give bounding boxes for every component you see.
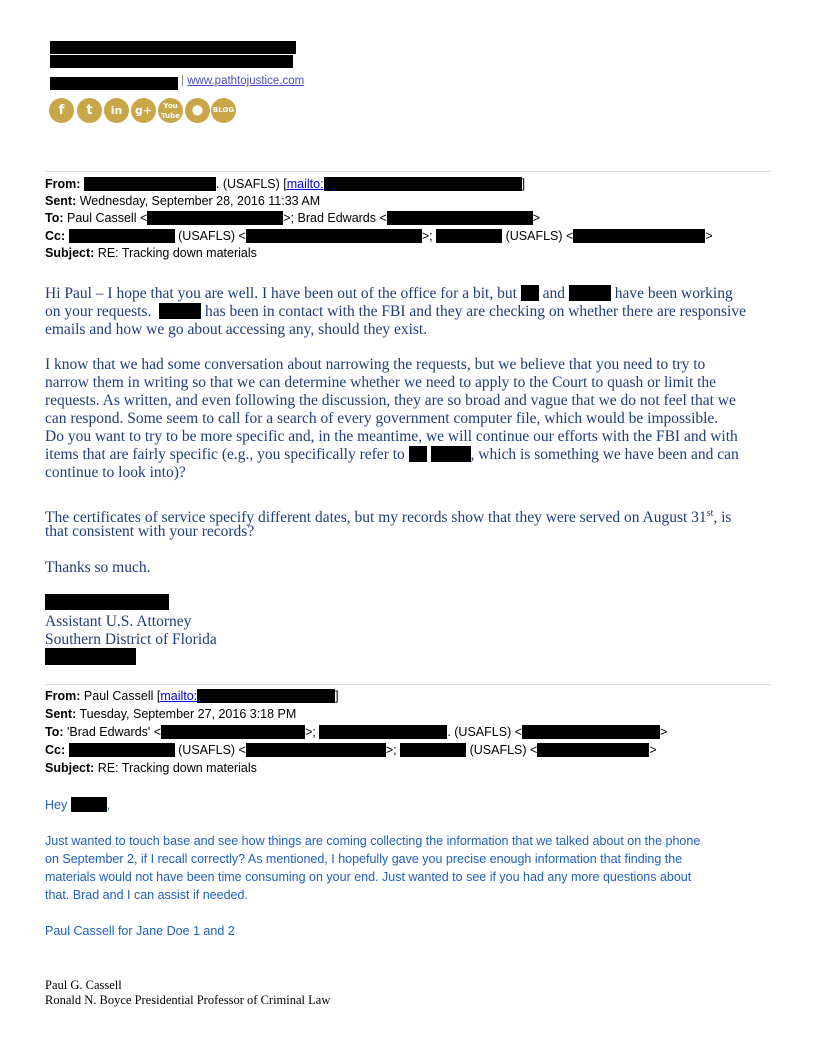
redacted-email bbox=[387, 211, 533, 225]
email1-sent bbox=[45, 193, 320, 210]
header-divider-1 bbox=[45, 171, 771, 172]
p1-text-f: emails and how we go about accessing any, should they exist. bbox=[45, 321, 428, 338]
redacted-name bbox=[71, 797, 107, 812]
p3-text-a: The certificates of service specify different dates, but my records show that they were served on August 31 bbox=[45, 509, 707, 527]
redacted-email bbox=[573, 229, 705, 243]
to-value: 'Brad Edwards' < bbox=[67, 725, 162, 739]
email2-from bbox=[45, 688, 339, 705]
redacted-name bbox=[431, 446, 471, 462]
email1-p1-line3 bbox=[45, 321, 427, 339]
cc-label: Cc: bbox=[45, 743, 66, 757]
location-pin-icon[interactable]: ⬤ bbox=[185, 98, 210, 123]
p1-text-e: has been in contact with the FBI and they are checking on whether there are responsive bbox=[204, 303, 746, 320]
to-value-2: >; Brad Edwards < bbox=[283, 211, 387, 225]
redacted-email bbox=[537, 743, 649, 757]
redacted-email bbox=[197, 689, 335, 703]
subject-label: Subject: bbox=[45, 246, 95, 260]
body-line: that. Brad and I can assist if needed. bbox=[45, 888, 248, 902]
p2-last-a: items that are fairly specific (e.g., you specifically refer to bbox=[45, 446, 405, 463]
email2-closing bbox=[45, 922, 235, 940]
email2-body-line1 bbox=[45, 832, 700, 850]
twitter-icon[interactable]: t bbox=[77, 98, 102, 123]
from-suffix: . (USAFLS) [ bbox=[215, 177, 287, 191]
greeting-text: Hey bbox=[45, 798, 68, 812]
redacted-name bbox=[50, 41, 296, 54]
sent-label: Sent: bbox=[45, 707, 77, 721]
email1-p2-line5 bbox=[45, 428, 738, 446]
to-value-3: > bbox=[532, 211, 541, 225]
email1-sig-title bbox=[45, 613, 191, 631]
separator: | bbox=[181, 75, 184, 87]
redacted-name bbox=[69, 743, 175, 757]
p3-text-b: , is bbox=[713, 509, 732, 527]
cc-value: (USAFLS) < bbox=[178, 229, 246, 243]
p2-line: Do you want to try to be more specific and, in the meantime, we will continue our efforts with the FBI and with bbox=[45, 428, 738, 445]
redacted-sender bbox=[84, 177, 216, 191]
website-link[interactable]: www.pathtojustice.com bbox=[187, 75, 305, 87]
email2-to bbox=[45, 724, 667, 741]
body-line: on September 2, if I recall correctly? As mentioned, I hopefully gave you precise enough information that finding the bbox=[45, 852, 683, 866]
redacted-name bbox=[436, 229, 502, 243]
sent-label: Sent: bbox=[45, 194, 77, 208]
redacted-email bbox=[246, 743, 386, 757]
redacted-name bbox=[69, 229, 175, 243]
redacted-name bbox=[319, 725, 447, 739]
to-value-2: >; bbox=[305, 725, 316, 739]
email1-to bbox=[45, 210, 540, 227]
mailto-link[interactable]: mailto: bbox=[160, 689, 198, 703]
to-value-3: . (USAFLS) < bbox=[447, 725, 522, 739]
email1-p2-line1 bbox=[45, 356, 705, 374]
closing-text: Paul Cassell for Jane Doe 1 and 2 bbox=[45, 924, 235, 938]
p1-text-b: and bbox=[542, 285, 566, 302]
redacted-name bbox=[521, 285, 539, 301]
p1-text-c: have been working bbox=[614, 285, 733, 302]
signature-website-line bbox=[181, 75, 304, 87]
from-close: ] bbox=[521, 177, 526, 191]
email2-subject bbox=[45, 760, 257, 777]
mailto-link[interactable]: mailto: bbox=[286, 177, 324, 191]
from-value: Paul Cassell [ bbox=[83, 689, 161, 703]
p1-text-a: Hi Paul – I hope that you are well. I have been out of the office for a bit, but bbox=[45, 285, 517, 302]
facebook-icon[interactable]: f bbox=[49, 98, 74, 123]
redacted-name bbox=[409, 446, 427, 462]
subject-value: RE: Tracking down materials bbox=[97, 246, 257, 260]
redacted-name bbox=[569, 285, 611, 301]
cc-value-4: > bbox=[649, 743, 657, 757]
email1-p1-line2 bbox=[45, 303, 746, 321]
redacted-phone bbox=[50, 77, 178, 90]
email1-cc bbox=[45, 228, 713, 245]
redacted-signature-name bbox=[45, 594, 169, 610]
body-line: Just wanted to touch base and see how things are coming collecting the information that we talked about on the phone bbox=[45, 834, 701, 848]
p2-line: I know that we had some conversation about narrowing the requests, but we believe that you need to try to bbox=[45, 356, 706, 373]
email2-body-line3 bbox=[45, 868, 691, 886]
sig-title-text: Ronald N. Boyce Presidential Professor of Criminal Law bbox=[45, 993, 331, 1007]
redacted-name bbox=[400, 743, 466, 757]
subject-label: Subject: bbox=[45, 761, 95, 775]
from-label: From: bbox=[45, 177, 81, 191]
redacted-name bbox=[159, 303, 201, 319]
cc-value-2: >; bbox=[421, 229, 433, 243]
sig-title: Assistant U.S. Attorney bbox=[45, 613, 192, 630]
to-label: To: bbox=[45, 211, 64, 225]
email1-thanks bbox=[45, 559, 150, 577]
sig-title bbox=[45, 993, 330, 1008]
p2-last-c: continue to look into)? bbox=[45, 464, 186, 481]
cc-label: Cc: bbox=[45, 229, 66, 243]
blog-icon[interactable]: BLOG bbox=[211, 98, 236, 123]
cc-value: (USAFLS) < bbox=[178, 743, 246, 757]
p2-line: requests. As written, and even following the discussion, they are so broad and vague that we do not feel that we bbox=[45, 392, 736, 409]
email1-p2-line7 bbox=[45, 464, 186, 482]
sent-value: Wednesday, September 28, 2016 11:33 AM bbox=[79, 194, 321, 208]
email1-p2-line6 bbox=[45, 446, 739, 464]
redacted-email bbox=[147, 211, 283, 225]
email1-from bbox=[45, 176, 525, 193]
cc-value-3: (USAFLS) < bbox=[505, 229, 574, 243]
email1-p2-line4 bbox=[45, 410, 718, 428]
p3-sup: st bbox=[706, 508, 714, 519]
redacted-email bbox=[324, 177, 522, 191]
sig-name-text: Paul G. Cassell bbox=[45, 978, 122, 992]
sig-office: Southern District of Florida bbox=[45, 631, 217, 648]
cc-value-3: (USAFLS) < bbox=[469, 743, 538, 757]
linkedin-icon[interactable]: in bbox=[104, 98, 129, 123]
redacted-title bbox=[50, 55, 293, 68]
header-divider-2 bbox=[45, 684, 771, 685]
email1-subject bbox=[45, 245, 257, 262]
sig-name bbox=[45, 978, 122, 993]
email1-p2-line2 bbox=[45, 374, 716, 392]
to-label: To: bbox=[45, 725, 64, 739]
to-value: Paul Cassell < bbox=[67, 211, 148, 225]
redacted-signature-phone bbox=[45, 648, 136, 665]
to-value-4: > bbox=[660, 725, 668, 739]
redacted-email bbox=[246, 229, 422, 243]
p3-text-c: that consistent with your records? bbox=[45, 523, 255, 540]
email1-sig-office bbox=[45, 631, 217, 649]
body-line: materials would not have been time consuming on your end. Just wanted to see if you had any more questions about bbox=[45, 870, 692, 884]
p2-line: narrow them in writing so that we can determine whether we need to apply to the Court to quash or limit the bbox=[45, 374, 717, 391]
googleplus-icon[interactable]: g+ bbox=[131, 98, 156, 123]
email1-p1-line1 bbox=[45, 285, 733, 303]
from-label: From: bbox=[45, 689, 81, 703]
cc-value-4: > bbox=[705, 229, 713, 243]
p2-last-b: , which is something we have been and can bbox=[470, 446, 739, 463]
email2-cc bbox=[45, 742, 657, 759]
cc-value-2: >; bbox=[385, 743, 397, 757]
email2-body-line2 bbox=[45, 850, 682, 868]
greeting-comma: , bbox=[106, 798, 111, 812]
email2-body-line4 bbox=[45, 886, 248, 904]
p1-text-d: on your requests. bbox=[45, 303, 152, 320]
redacted-email bbox=[161, 725, 305, 739]
from-close: ] bbox=[335, 689, 339, 703]
email2-greeting bbox=[45, 796, 110, 814]
email1-p2-line3 bbox=[45, 392, 736, 410]
email1-p3-line2 bbox=[45, 523, 254, 541]
p2-line: can respond. Some seem to call for a search of every government computer file, which would be impossible. bbox=[45, 410, 719, 427]
subject-value: RE: Tracking down materials bbox=[97, 761, 257, 775]
thanks-text: Thanks so much. bbox=[45, 559, 151, 576]
email2-sent bbox=[45, 706, 296, 723]
youtube-icon[interactable]: You Tube bbox=[158, 98, 183, 123]
redacted-email bbox=[522, 725, 660, 739]
sent-value: Tuesday, September 27, 2016 3:18 PM bbox=[79, 707, 297, 721]
